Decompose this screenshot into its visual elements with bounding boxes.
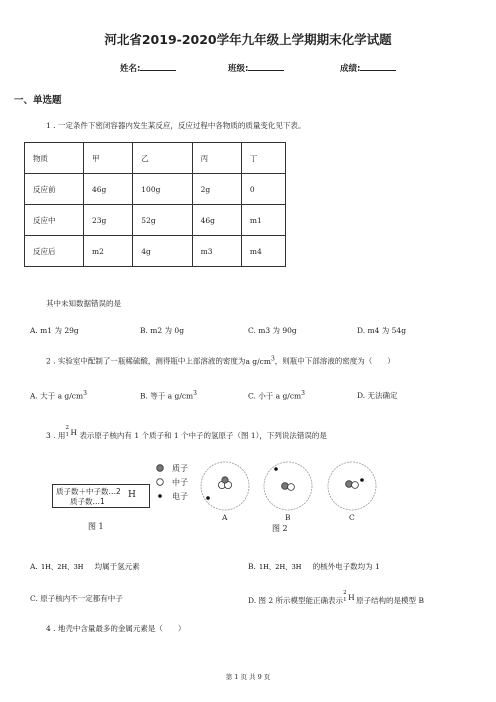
q3-stem-start: 3 . 用	[46, 431, 66, 440]
figure-1-symbol: H	[128, 490, 136, 500]
page-title: 河北省2019-2020学年九年级上学期期末化学试题	[104, 32, 392, 47]
q1-option-d: D. m4 为 54g	[357, 326, 407, 335]
score-field	[340, 62, 396, 74]
q3-option-b-letter: B.	[248, 562, 256, 571]
table-cell: m2	[84, 236, 133, 267]
q2-option-c-label: C. 小于	[248, 391, 274, 401]
isotope-atomic-number: 1	[65, 432, 69, 438]
q4-stem: 4 . 地壳中含量最多的金属元素是（ ）	[46, 624, 186, 633]
section-heading: 一、单选题	[14, 95, 62, 106]
class-label: 班级:	[228, 64, 249, 74]
q1-stem: 1 . 一定条件下密闭容器内发生某反应，反应过程中各物质的质量变化见下表。	[46, 121, 306, 130]
table-row	[25, 174, 286, 205]
q2-stem-start: 2 . 实验室中配制了一瓶稀硫酸，测得瓶中上部溶液的密度为	[46, 356, 246, 366]
q2-option-d: D. 无法确定	[357, 391, 398, 400]
q3-option-a-letter: A.	[30, 562, 38, 571]
q2-option-c-unit: a g/cm	[275, 391, 302, 401]
table-cell: 4g	[133, 236, 192, 267]
q1-option-a: A. m1 为 29g	[30, 326, 79, 335]
table-cell: 丙	[192, 143, 241, 174]
density-unit: a g/cm	[245, 356, 271, 366]
q2-stem-end: ，则瓶中下部溶液的密度为（ ）	[274, 356, 395, 366]
q1-option-b: B. m2 为 0g	[140, 326, 185, 335]
q3-option-b-text: 的核外电子数均为 1	[312, 562, 380, 571]
q2-option-b-exponent: 3	[193, 390, 197, 397]
q2-option-a	[30, 390, 87, 402]
table-cell: 23g	[84, 205, 133, 236]
table-cell: 物质	[25, 143, 84, 174]
density-exponent: 3	[270, 355, 275, 362]
figure-1-line-2: 质子数…1	[70, 497, 105, 506]
atom-model-c	[328, 462, 376, 510]
q2-option-b-label: B. 等于	[140, 391, 166, 401]
q2-option-c	[248, 390, 305, 402]
table-row	[25, 143, 286, 174]
score-label: 成绩:	[340, 64, 361, 74]
score-blank	[360, 62, 396, 71]
figure-1-caption: 图 1	[88, 522, 104, 531]
proton-legend-icon	[157, 465, 164, 472]
option-d-isotope	[343, 590, 356, 603]
name-blank	[140, 62, 176, 71]
name-label: 姓名:	[120, 64, 141, 74]
option-d-atomic-number: 1	[343, 597, 347, 603]
q3-option-d	[248, 590, 424, 606]
table-cell: 46g	[192, 205, 241, 236]
svg-text:1H、2H、3H: 1H、2H、3H	[41, 563, 84, 571]
class-blank	[248, 62, 284, 71]
neutron-legend-icon	[157, 479, 164, 486]
q3-option-a	[30, 561, 140, 572]
table-row	[25, 205, 286, 236]
q2-option-c-exponent: 3	[301, 390, 305, 397]
page-footer: 第 1 页 共 9 页	[225, 673, 271, 681]
q2-option-a-unit: a g/cm	[57, 391, 84, 401]
table-cell: 0	[241, 174, 285, 205]
table-cell: 乙	[133, 143, 192, 174]
atom-models	[200, 458, 380, 514]
atom-model-a	[201, 462, 249, 510]
class-field	[228, 62, 284, 74]
q2-option-b	[140, 390, 197, 402]
isotope-list-icon	[258, 560, 310, 572]
legend-neutron: 中子	[172, 478, 188, 487]
table-cell: 甲	[84, 143, 133, 174]
q3-option-d-end: 原子结构的是模型 B	[356, 596, 424, 605]
table-cell: 52g	[133, 205, 192, 236]
table-cell: 反应中	[25, 205, 84, 236]
hydrogen-isotope-symbol	[65, 425, 79, 438]
q2-option-a-label: A. 大于	[30, 391, 56, 401]
isotope-list-image	[40, 562, 92, 572]
q3-option-c: C. 原子核内不一定都有中子	[30, 594, 123, 603]
figure-1-line-1: 质子数＋中子数…2	[56, 487, 121, 496]
model-label-a: A	[222, 513, 228, 522]
table-cell: 反应后	[25, 236, 84, 267]
q3-option-a-text: 均属于氢元素	[94, 562, 140, 571]
model-label-b: B	[285, 513, 291, 522]
figure-2-caption: 图 2	[272, 524, 288, 533]
table-cell: m3	[192, 236, 241, 267]
q3-stem	[46, 425, 327, 441]
table-cell: m1	[241, 205, 285, 236]
q2-option-a-exponent: 3	[83, 390, 87, 397]
table-cell: 反应前	[25, 174, 84, 205]
legend-proton: 质子	[172, 464, 188, 473]
name-field	[120, 62, 176, 74]
option-d-mass-number: 2	[343, 590, 347, 596]
atom-model-b	[264, 462, 312, 510]
isotope-list-icon	[40, 560, 92, 572]
density-expression	[245, 357, 274, 366]
table-cell: 2g	[192, 174, 241, 205]
mass-table	[24, 142, 286, 267]
q1-followup: 其中未知数据错误的是	[46, 299, 121, 308]
q2-option-b-unit: a g/cm	[167, 391, 194, 401]
electron-legend-icon	[158, 494, 162, 498]
isotope-element: H	[70, 428, 77, 437]
svg-text:1H、2H、3H: 1H、2H、3H	[259, 563, 302, 571]
table-cell: 100g	[133, 174, 192, 205]
isotope-mass-number: 2	[65, 425, 69, 431]
q3-option-b	[248, 561, 380, 572]
q1-option-c: C. m3 为 90g	[248, 326, 297, 335]
model-label-c: C	[349, 513, 355, 522]
q3-option-d-start: D. 图 2 所示模型能正确表示	[248, 596, 344, 605]
table-row	[25, 236, 286, 267]
option-d-element: H	[348, 593, 355, 602]
table-cell: 46g	[84, 174, 133, 205]
isotope-list-image-b	[258, 562, 310, 572]
q2-stem	[46, 355, 395, 367]
table-cell: 丁	[241, 143, 285, 174]
table-cell: m4	[241, 236, 285, 267]
q3-stem-end: 表示原子核内有 1 个质子和 1 个中子的氢原子（图 1），下列说法错误的是	[79, 431, 327, 440]
legend-electron: 电子	[172, 492, 188, 501]
